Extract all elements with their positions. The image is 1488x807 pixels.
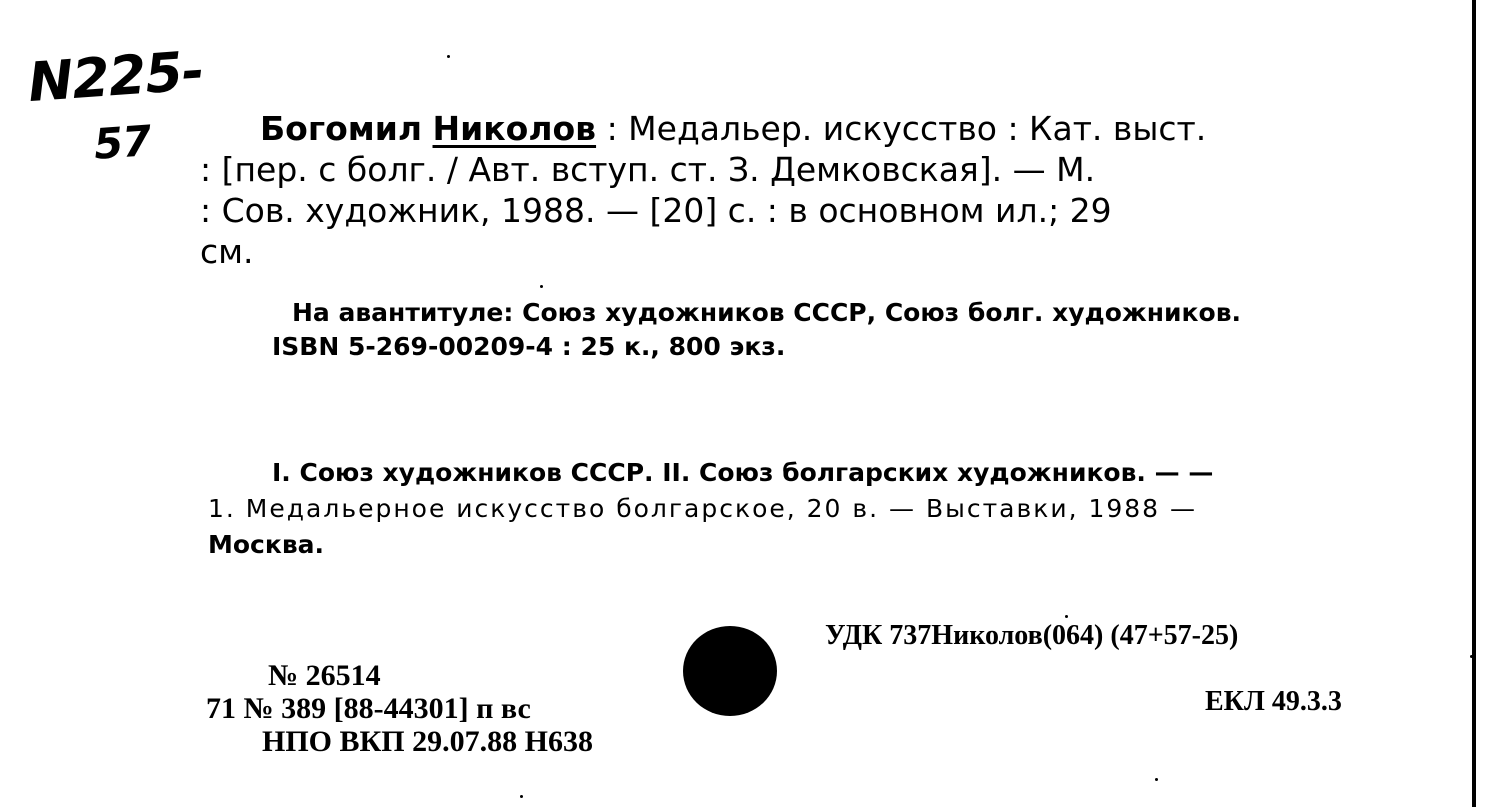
title-statement: : Медальер. искусство : Кат. выст.: [606, 109, 1207, 148]
entry-line-2: : [пер. с болг. / Авт. вступ. ст. З. Демковская]. — М.: [200, 150, 1096, 189]
shelfmark-line-2: 57: [92, 116, 153, 169]
half-title-note: На авантитуле: Союз художников СССР, Союз болг. художников.: [292, 298, 1242, 327]
tracing-line-1: I. Союз художников СССР. II. Союз болгарских художников. — —: [272, 458, 1214, 487]
entry-line-3: : Сов. художник, 1988. — [20] с. : в основном ил.; 29: [200, 191, 1112, 230]
scan-speck: [1155, 778, 1158, 781]
author-first-name: Богомил: [260, 109, 423, 148]
ekl-code: ЕКЛ 49.3.3: [1205, 686, 1342, 717]
entry-line-1: [200, 108, 1390, 149]
note-block: [272, 296, 1402, 364]
tracing-line-3: Москва.: [208, 530, 325, 559]
stamp-number: № 26514: [268, 659, 381, 692]
card-punch-hole: [683, 626, 777, 716]
shelfmark-line-1: N225-: [25, 38, 206, 115]
scan-speck: [520, 795, 523, 798]
scan-speck: [1065, 615, 1068, 618]
udk-code: УДК 737Николов(064) (47+57-25): [825, 620, 1239, 651]
scan-speck: [540, 285, 543, 288]
stamp-printer-line: НПО ВКП 29.07.88 Н638: [262, 725, 593, 758]
tracings-block: [208, 455, 1368, 563]
scan-speck: [447, 55, 450, 58]
tracing-line-2: 1. Медальерное искусство болгарское, 20 в. — Выставки, 1988 —: [208, 494, 1198, 523]
stamp-order-line: 71 № 389 [88-44301] п вс: [206, 692, 531, 725]
isbn-line: ISBN 5-269-00209-4 : 25 к., 800 экз.: [272, 332, 786, 361]
bibliographic-entry: [200, 108, 1390, 272]
card-right-edge: [1472, 0, 1476, 807]
entry-line-4: см.: [200, 232, 254, 271]
author-surname: Николов: [432, 109, 597, 148]
